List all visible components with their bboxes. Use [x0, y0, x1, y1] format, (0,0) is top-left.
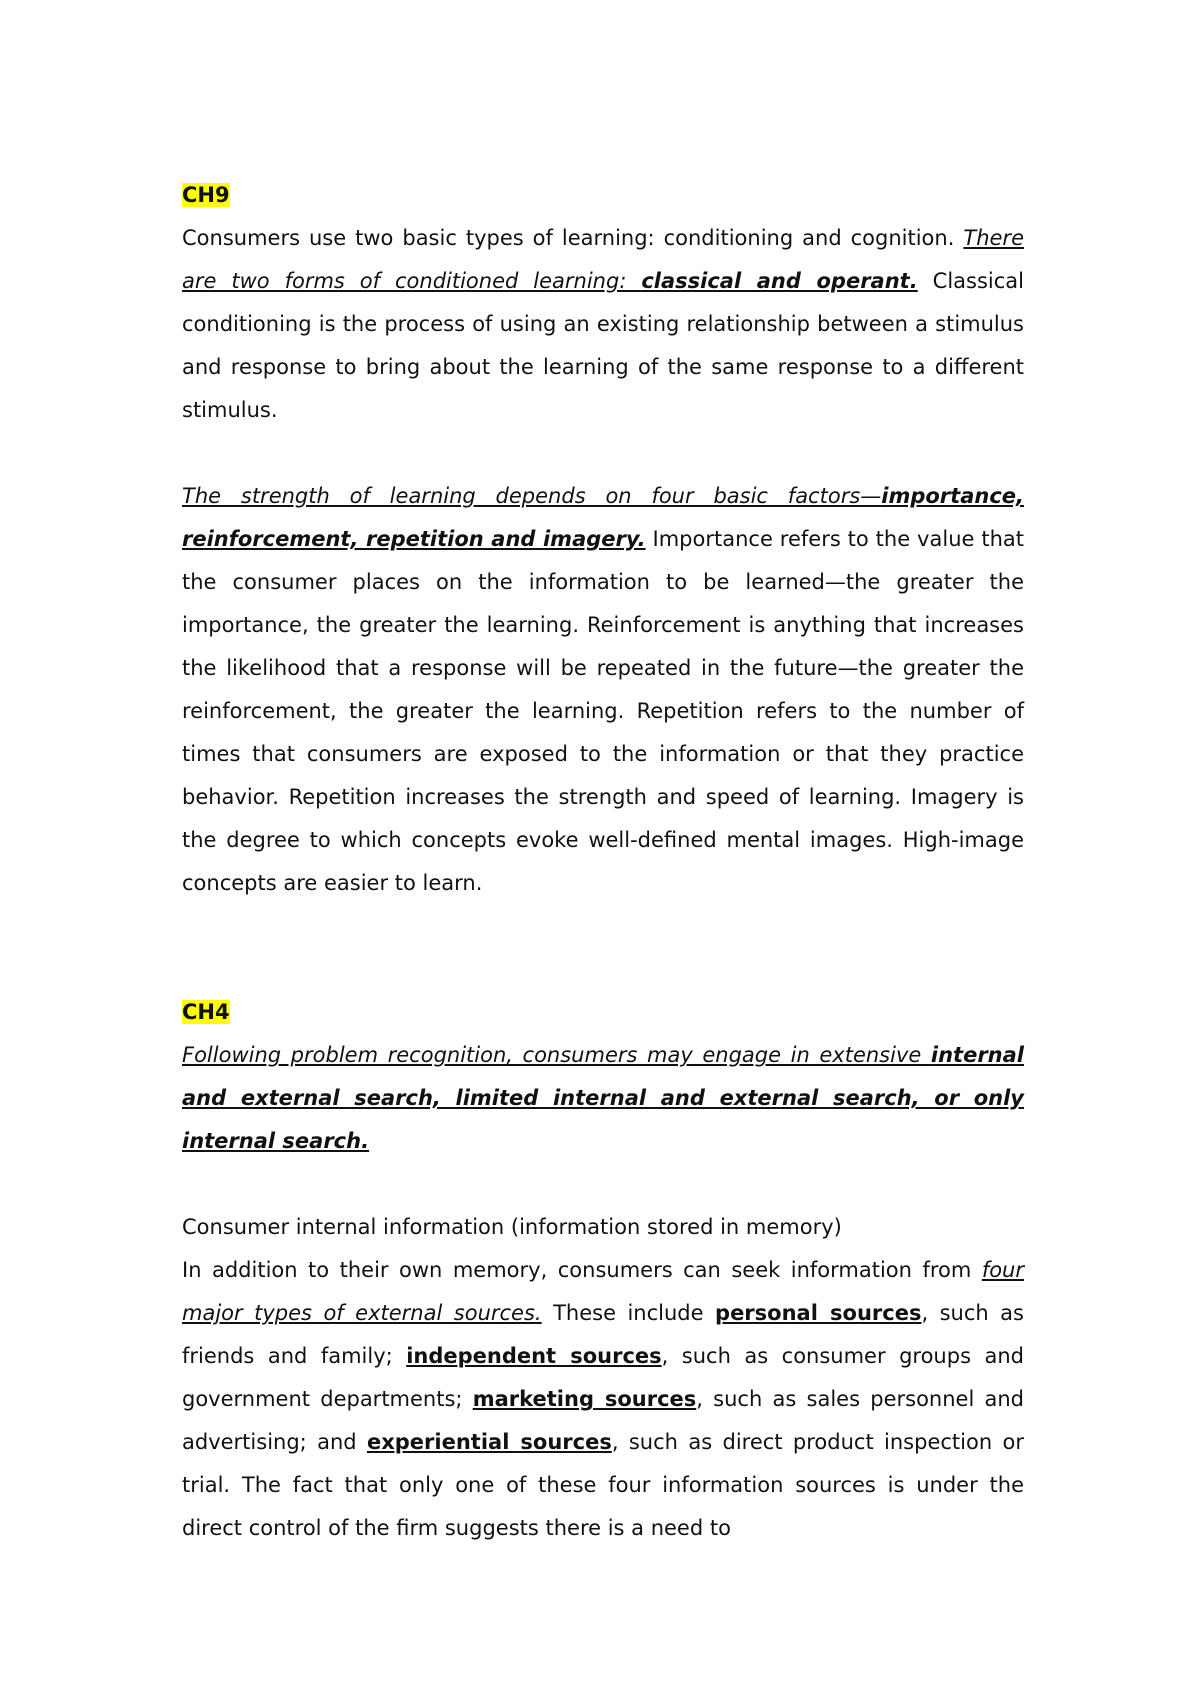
paragraph-learning-factors: The strength of learning depends on four basic factors—importance, reinforcement, repetition and imagery. Importance refers to the value that the consumer places on the information to be learned—the greater the importance, the greater the learning. Reinforcement is anything that increases the likelihood that a response will be repeated in the future—the greater the reinforcement, the greater the learning. Repetition refers to the number of times that consumers are exposed to the information or that they practice behavior. Repetition increases the strength and speed of learning. Imagery is the degree to which concepts evoke well-defined mental images. High-image concepts are easier to learn.	[182, 484, 1024, 895]
term-experiential-sources: experiential sources	[366, 1430, 612, 1454]
section-heading-ch4: CH4	[182, 1000, 230, 1024]
term-marketing-sources: marketing sources	[472, 1387, 697, 1411]
paragraph-external-sources: In addition to their own memory, consumers can seek information from four major types of external sources. These include personal sources, such as friends and family; independent sources, such as consumer groups and government departments; marketing sources, such as sales personnel and advertising; and experiential sources, such as direct product inspection or trial. The fact that only one of these four information sources is under the direct control of the firm suggests there is a need to	[182, 1258, 1025, 1540]
paragraph-conditioning: Consumers use two basic types of learning: conditioning and cognition. There are two forms of conditioned learning: classical and operant. Classical conditioning is the process of using an existing relationship between a stimulus and response to bring about the learning of the same response to a different stimulus.	[182, 226, 1024, 422]
document-page	[182, 174, 1024, 1550]
term-personal-sources: personal sources	[715, 1301, 922, 1325]
section-heading-ch9: CH9	[182, 183, 230, 207]
paragraph-search-types: Following problem recognition, consumers may engage in extensive internal and external search, limited internal and external search, or only internal search.	[182, 1043, 1024, 1153]
paragraph-internal-information: Consumer internal information (information stored in memory)	[182, 1215, 842, 1239]
term-independent-sources: independent sources	[406, 1344, 662, 1368]
